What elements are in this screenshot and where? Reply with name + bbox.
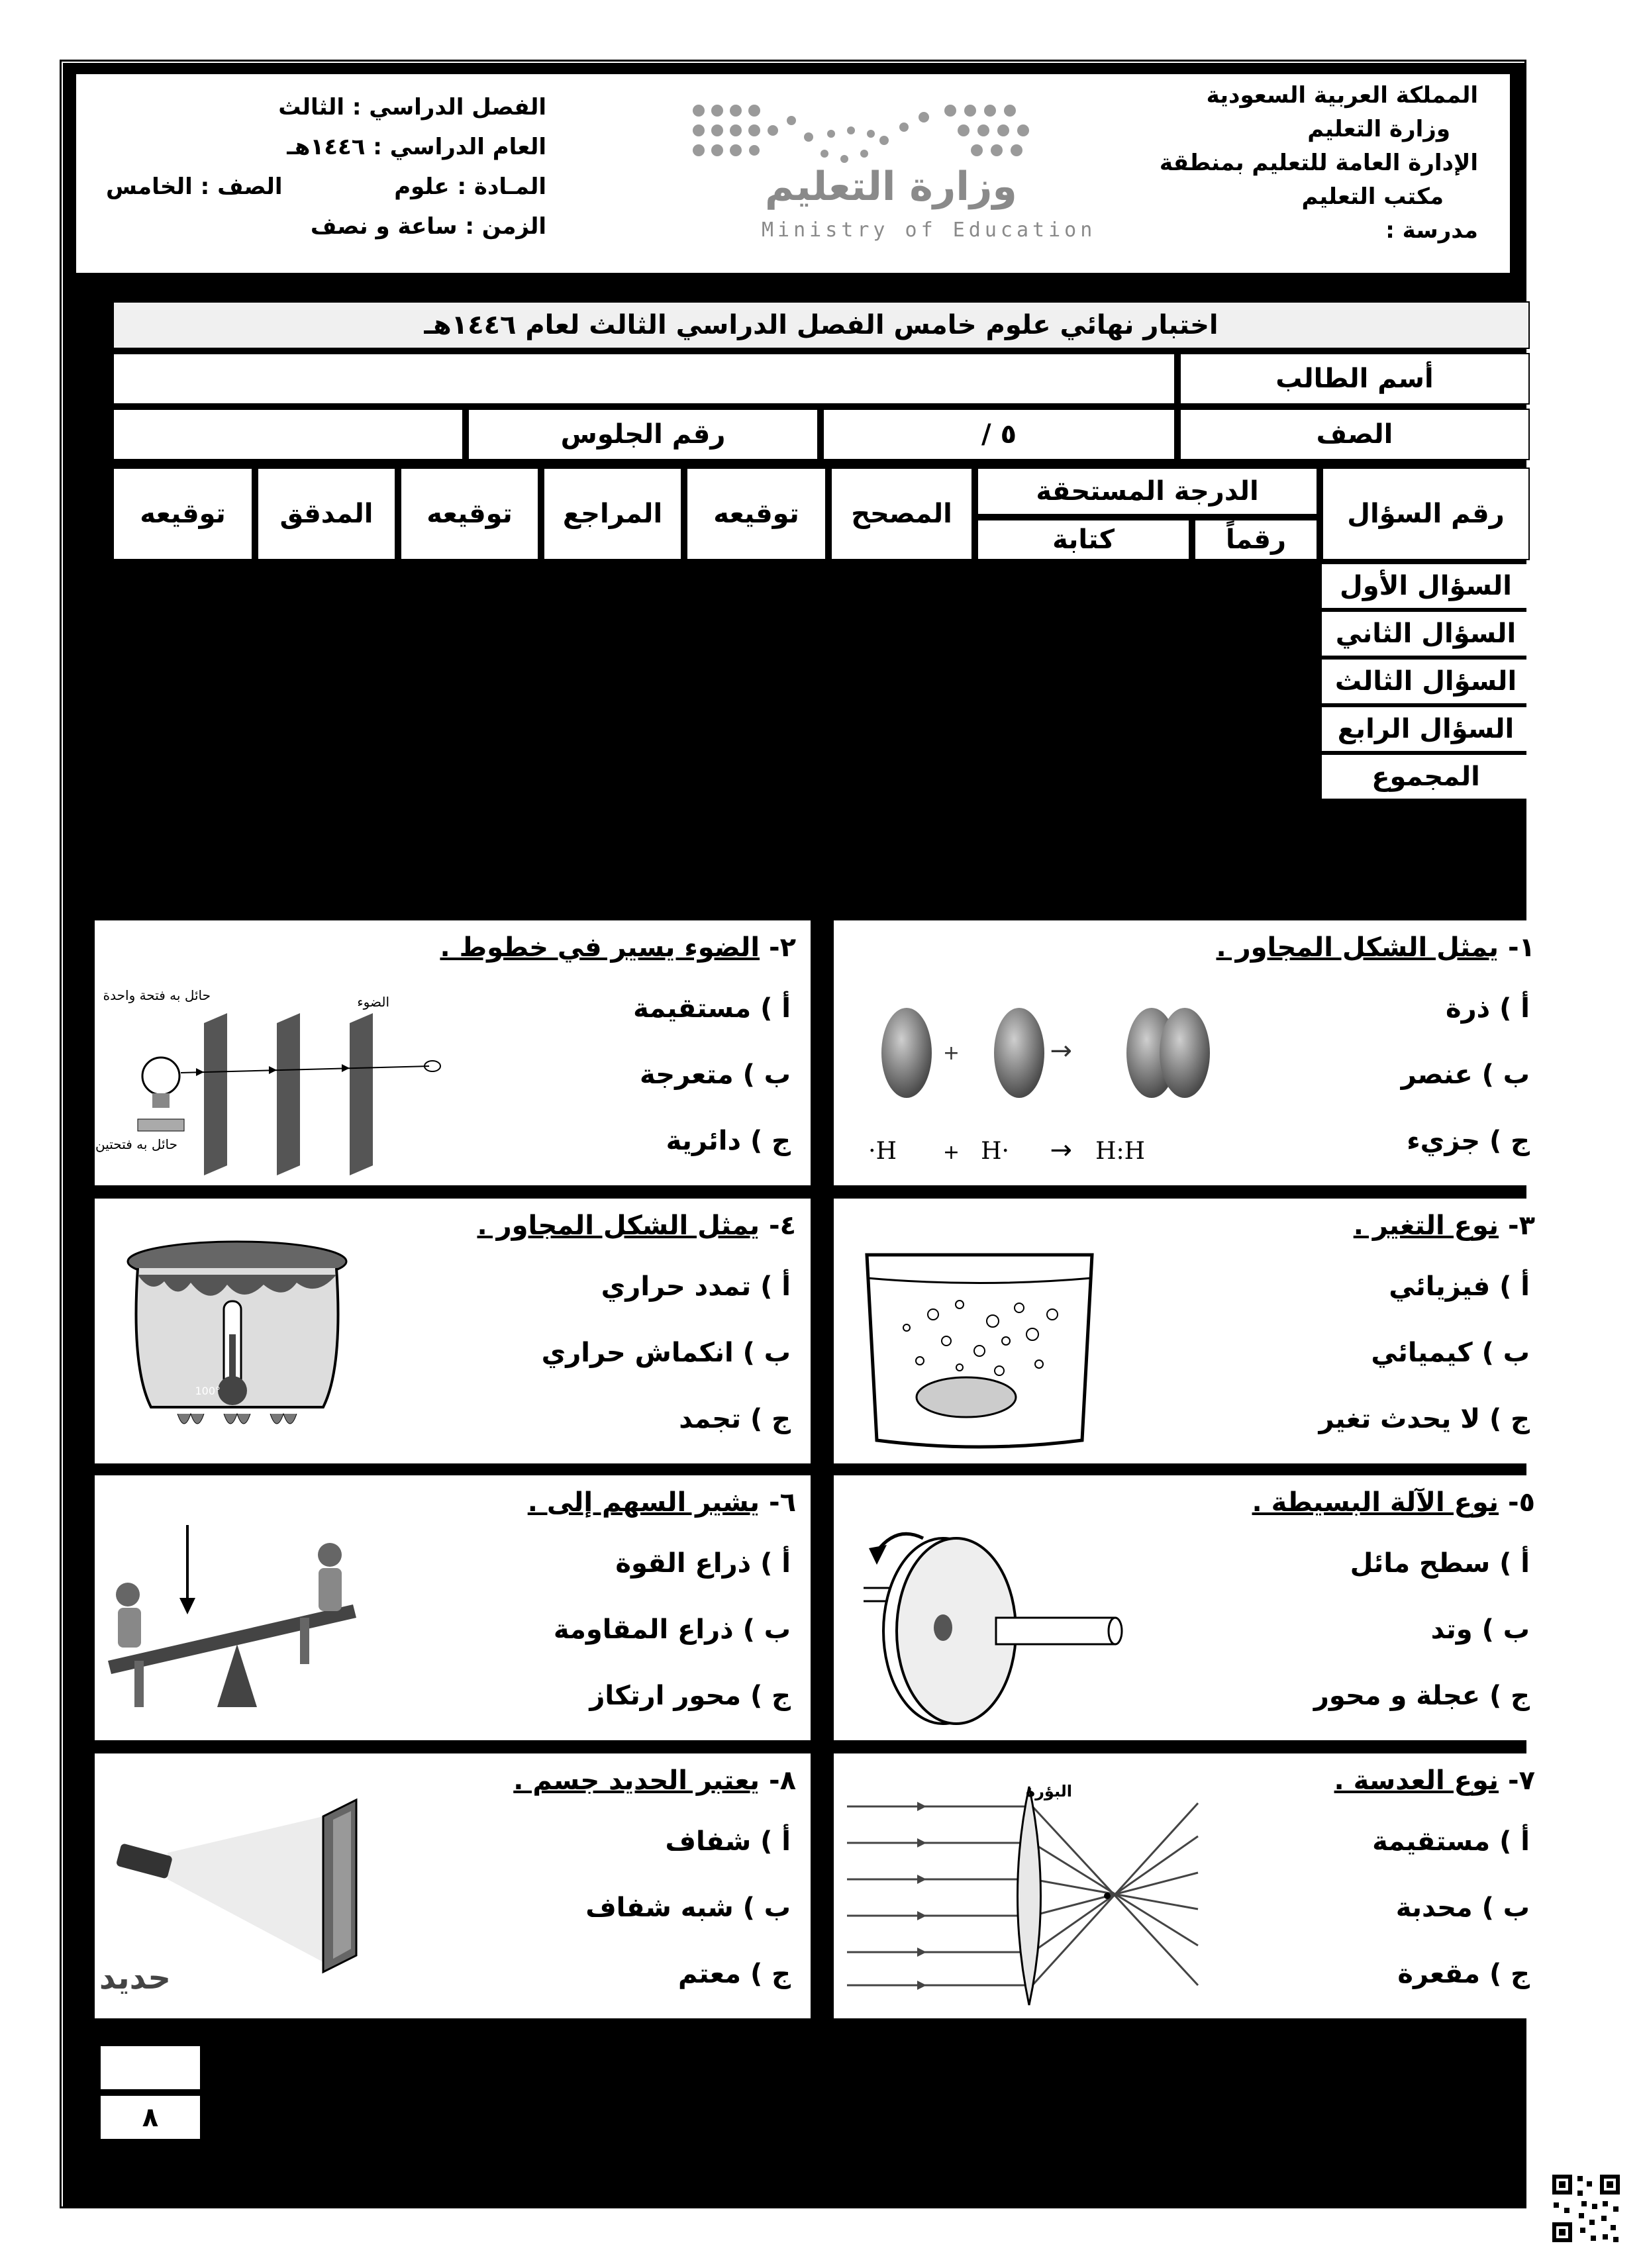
header-kingdom: المملكة العربية السعودية: [1206, 82, 1478, 109]
col-words: كتابة: [977, 519, 1190, 560]
light-path-figure: [95, 977, 449, 1175]
col-auditor: المدقق: [257, 468, 396, 560]
fig2-label-one-hole: حائل به فتحة واحدة: [103, 987, 211, 1003]
question-7-option-c[interactable]: ج ) مقعرة: [1397, 1959, 1530, 1989]
question-2-option-a[interactable]: أ ) مستقيمة: [633, 993, 791, 1024]
lens-figure: [840, 1767, 1218, 2012]
question-5-option-b[interactable]: ب ) وتد: [1430, 1614, 1530, 1645]
question-3-option-a[interactable]: أ ) فيزيائي: [1389, 1271, 1530, 1302]
row-question-4: السؤال الرابع: [1322, 707, 1530, 751]
question-2: [95, 920, 811, 1185]
row-question-3: السؤال الثالث: [1322, 660, 1530, 703]
fig4-label-temperature: 100°: [195, 1385, 221, 1397]
question-3-option-b[interactable]: ب ) كيميائي: [1371, 1338, 1530, 1368]
ministry-logo: [685, 101, 1109, 246]
question-2-option-c[interactable]: ج ) دائرية: [666, 1126, 791, 1156]
header-duration: الزمن : ساعة و نصف: [310, 213, 546, 240]
col-sign-reviewer: توقيعه: [400, 468, 539, 560]
question-8-option-c[interactable]: ج ) معتم: [678, 1959, 791, 1989]
header-school: مدرسة :: [1385, 217, 1478, 244]
question-1-option-a[interactable]: أ ) ذرة: [1445, 993, 1530, 1024]
seat-number-field[interactable]: [113, 409, 464, 460]
qr-code-icon: [1550, 2172, 1622, 2245]
question-6-option-c[interactable]: ج ) محور ارتكاز: [589, 1681, 791, 1711]
header-ministry: وزارة التعليم: [1307, 116, 1450, 142]
fig1-label-arrow: →: [1050, 1135, 1072, 1165]
header-office: مكتب التعليم: [1301, 183, 1444, 210]
score-total: ٨: [101, 2096, 200, 2139]
logo-dots-icon: [685, 101, 1109, 173]
question-4-option-c[interactable]: ج ) تجمد: [679, 1404, 791, 1434]
row-question-1: السؤال الأول: [1322, 564, 1530, 608]
question-4-title: ٤- يمثل الشكل المجاور .: [477, 1210, 796, 1241]
header-grade: الصف : الخامس: [106, 173, 283, 200]
exam-title: اختبار نهائي علوم خامس الفصل الدراسي الثالث لعام ١٤٤٦هـ: [113, 301, 1530, 349]
fig2-label-light: الضوء: [357, 994, 389, 1010]
question-7-title: ٧- نوع العدسة .: [1334, 1765, 1535, 1796]
header-semester: الفصل الدراسي : الثالث: [278, 94, 546, 121]
seat-number-label: رقم الجلوس: [468, 409, 819, 460]
hydrogen-molecule-figure: [860, 993, 1231, 1179]
svg-text:+: +: [942, 1042, 960, 1065]
col-sign-auditor: توقيعه: [113, 468, 253, 560]
question-1: [834, 920, 1550, 1185]
question-8: [95, 1753, 811, 2018]
page-header: [76, 74, 1510, 273]
question-7-option-b[interactable]: ب ) محدبة: [1395, 1893, 1530, 1923]
question-7: [834, 1753, 1550, 2018]
question-6-option-a[interactable]: أ ) ذراع القوة: [615, 1548, 791, 1579]
class-label: الصف: [1179, 409, 1530, 460]
header-year: العام الدراسي : ١٤٤٦هـ: [287, 134, 546, 160]
fig2-label-two-holes: حائل به فتحتين: [95, 1136, 177, 1152]
row-total: المجموع: [1322, 755, 1530, 799]
question-3-option-c[interactable]: ج ) لا يحدث تغير: [1319, 1404, 1530, 1434]
col-degree: الدرجة المستحقة: [977, 468, 1318, 515]
fig1-label-h1: H·: [868, 1138, 897, 1165]
question-1-option-b[interactable]: ب ) عنصر: [1401, 1060, 1530, 1090]
question-7-option-a[interactable]: أ ) مستقيمة: [1372, 1826, 1530, 1857]
question-4-option-a[interactable]: أ ) تمدد حراري: [601, 1271, 791, 1302]
logo-english-text: Ministry of Education: [762, 219, 1097, 242]
header-subject: المـادة : علوم: [394, 173, 546, 200]
question-4-option-b[interactable]: ب ) انكماش حراري: [541, 1338, 791, 1368]
question-2-option-b[interactable]: ب ) متعرجة: [640, 1060, 791, 1090]
question-1-option-c[interactable]: ج ) جزيء: [1407, 1126, 1530, 1156]
header-directorate: الإدارة العامة للتعليم بمنطقة: [1159, 150, 1478, 176]
boiling-pot-figure: [111, 1235, 363, 1460]
student-name-field[interactable]: [113, 353, 1175, 405]
question-8-title: ٨- يعتبر الحديد جسم .: [513, 1765, 796, 1796]
fig1-label-h2: ·H: [981, 1138, 1009, 1165]
student-name-label: أسم الطالب: [1179, 353, 1530, 405]
question-6-title: ٦- يشير السهم إلى .: [527, 1487, 796, 1518]
question-5-option-c[interactable]: ج ) عجلة و محور: [1313, 1681, 1530, 1711]
fig1-label-h2-molecule: H:H: [1095, 1138, 1145, 1165]
svg-text:→: →: [1050, 1036, 1072, 1066]
logo-arabic-text: وزارة التعليم: [765, 164, 1017, 210]
fig8-label-iron: حديد: [99, 1959, 171, 1997]
question-3-title: ٣- نوع التغير .: [1353, 1210, 1535, 1241]
question-6-option-b[interactable]: ب ) ذراع المقاومة: [553, 1614, 791, 1645]
beaker-bubbles-figure: [854, 1242, 1105, 1454]
question-3: [834, 1199, 1550, 1463]
col-digits: رقماً: [1194, 519, 1318, 560]
question-5: [834, 1475, 1550, 1740]
question-5-title: ٥- نوع الآلة البسيطة .: [1252, 1487, 1535, 1518]
col-question-number: رقم السؤال: [1322, 468, 1530, 560]
fig7-label-focus: البؤرة: [1025, 1782, 1072, 1800]
class-value: ٥ /: [822, 409, 1175, 460]
question-4: [95, 1199, 811, 1463]
wheel-axle-figure: [850, 1512, 1128, 1730]
question-5-option-a[interactable]: أ ) سطح مائل: [1350, 1548, 1530, 1579]
col-reviewer: المراجع: [543, 468, 682, 560]
fig1-label-plus: +: [942, 1141, 960, 1164]
col-corrector: المصحح: [830, 468, 973, 560]
question-1-title: ١- يمثل الشكل المجاور .: [1216, 932, 1535, 963]
col-sign-corrector: توقيعه: [686, 468, 826, 560]
question-6: [95, 1475, 811, 1740]
question-8-option-b[interactable]: ب ) شبه شفاف: [585, 1893, 791, 1923]
flashlight-iron-figure: [99, 1790, 370, 2002]
seesaw-figure: [101, 1508, 379, 1720]
question-8-option-a[interactable]: أ ) شفاف: [665, 1826, 791, 1857]
question-2-title: ٢- الضوء يسير في خطوط .: [440, 932, 796, 963]
score-blank-cell[interactable]: [101, 2046, 200, 2089]
row-question-2: السؤال الثاني: [1322, 612, 1530, 656]
